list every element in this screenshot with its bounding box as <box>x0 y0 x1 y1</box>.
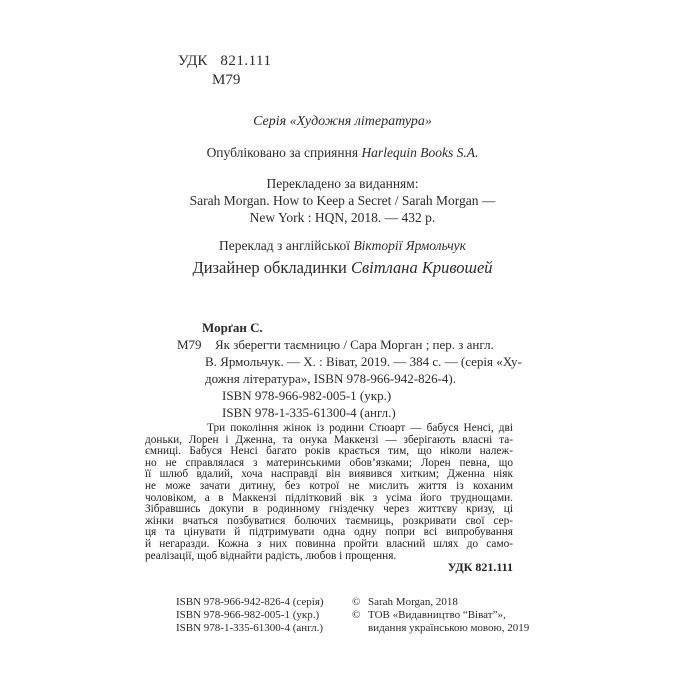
catalog-line1 <box>177 336 522 353</box>
annotation-line: її шлюб вдалий, хоча насправді він виявився хитким; Дженна ніяк <box>145 468 513 481</box>
udc-line <box>178 52 271 71</box>
catalog-author: Морґан С. <box>202 320 263 335</box>
translated-from-heading: Перекладено за виданням: <box>266 176 419 191</box>
catalog-isbn-ukr: ISBN 978-966-982-005-1 (укр.) <box>222 388 392 403</box>
author-code-line <box>178 71 271 90</box>
copyright-publisher-line2: видання українською мовою, 2019 <box>368 621 530 634</box>
published-prefix: Опубліковано за сприяння <box>206 145 362 160</box>
footer-isbn-block <box>176 596 324 634</box>
catalog-isbn-eng: ISBN 978-1-335-61300-4 (англ.) <box>222 405 396 420</box>
copyright-publisher-row <box>352 609 529 635</box>
translator-line <box>145 238 540 254</box>
footer-isbn-eng: ISBN 978-1-335-61300-4 (англ.) <box>176 621 324 634</box>
series-line: Серія «Художня література» <box>253 114 432 129</box>
designer-line <box>145 258 540 278</box>
copyright-author: Sarah Morgan, 2018 <box>368 596 458 608</box>
author-code: М79 <box>212 72 241 88</box>
annotation-line: ємниці. Бабуся Ненсі багато років крається тим, що ніколи належ- <box>145 445 513 458</box>
annotation-line: не може зачати дитину, без котрої не мислить життя із коханим <box>145 479 513 492</box>
designer-name: Світлана Кривошей <box>350 258 493 277</box>
annotation-line: ця та цінувати й підтримувати одна одну попри всі випробування <box>145 526 513 539</box>
udc-value: 821.111 <box>220 53 272 69</box>
published-line <box>145 145 540 161</box>
annotation-paragraph <box>145 423 513 562</box>
catalog-line3: дожня література», ISBN 978-966-942-826-4). <box>205 371 456 386</box>
copyright-author-row <box>352 596 529 609</box>
catalog-code: М79 <box>177 337 202 352</box>
annotation-line: чоловіком, а в Маккензі підлітковий вік з усіма його труднощами. <box>145 491 513 504</box>
copyright-icon: © <box>352 596 361 608</box>
catalog-line2: В. Ярмольчук. — Х. : Віват, 2019. — 384 с. — (серія «Ху- <box>205 354 522 369</box>
footer-isbn-series: ISBN 978-966-942-826-4 (серія) <box>176 596 324 608</box>
footer-isbn-ukr: ISBN 978-966-982-005-1 (укр.) <box>176 608 320 621</box>
copyright-publisher-line1: ТОВ «Видавництво “Віват”», <box>368 608 506 621</box>
copyright-icon: © <box>352 608 361 621</box>
translator-prefix: Переклад з англійської <box>219 238 354 253</box>
footer-copyright-block <box>352 596 529 634</box>
annotation-line: реалізації, щоб віднайти радість, любов і прощення. <box>145 549 397 562</box>
annotation-line: й негаразди. Кожна з них повинна пройти власний шлях до само- <box>145 537 513 550</box>
annotation-line: но не справлялася з материнськими обов’язками; Лорен певна, що <box>145 456 513 469</box>
designer-prefix: Дизайнер обкладинки <box>192 258 351 277</box>
copyright-publisher <box>368 609 529 635</box>
annotation-line: Зібравшись докупи в родинному гніздечку через життєву кризу, ці <box>145 503 513 516</box>
source-edition-line1: Sarah Morgan. How to Keep a Secret / Sarah Morgan — <box>189 193 496 208</box>
annotation-line: жінки вчаться позбуватися болючих таємниць, розкривати свої сер- <box>145 514 513 527</box>
annotation-line: доньки, Лорен і Дженна, та онука Маккензі — зберігають власні та- <box>145 433 513 446</box>
udc-bottom: УДК 821.111 <box>447 560 513 574</box>
translator-name: Вікторії Ярмольчук <box>353 238 466 253</box>
catalog-card <box>177 319 522 421</box>
source-edition-line2: New York : HQN, 2018. — 432 p. <box>249 210 436 225</box>
udc-label: УДК <box>178 53 208 69</box>
udc-block <box>178 52 271 90</box>
publisher-name: Harlequin Books S.A. <box>361 145 479 160</box>
catalog-title-line: Як зберегти таємницю / Сара Морган ; пер. з англ. <box>215 337 494 352</box>
annotation-line: Три покоління жінок із родини Стюарт — бабуся Ненсі, дві <box>207 422 513 434</box>
